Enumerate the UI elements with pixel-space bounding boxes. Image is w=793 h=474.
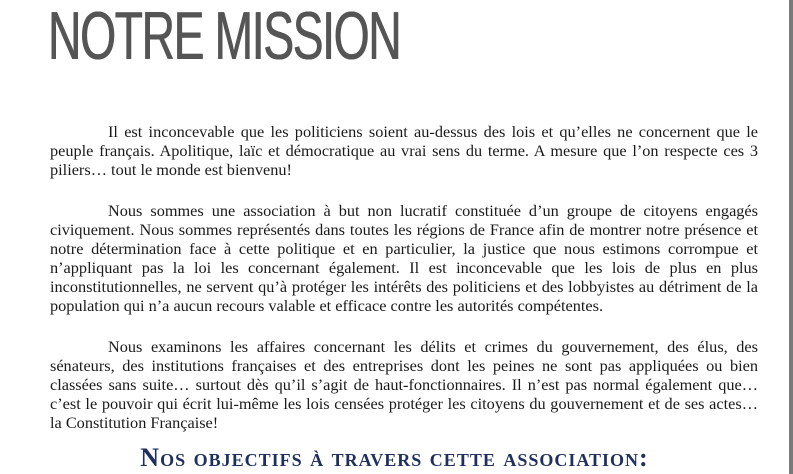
- objectives-heading: Nos objectifs à travers cette association:: [140, 443, 649, 472]
- mission-paragraph-2: Nous sommes une association à but non lucratif constituée d’un groupe de citoyens engagés civiquement. Nous sommes représentés dans toutes les régions de France afin de montrer notre présence et notre détermination face à cette politique et en particulier, la justice que nous estimons corrompue et n’appliquant pas la loi les concernant également. Il est inconcevable que les lois de plus en plus inconstitutionnelles, ne servent qu’à protéger les intérêts des politiciens et des lobbyistes au détriment de la population qui n’a aucun recours valable et efficace contre les autorités compétentes.: [50, 201, 758, 315]
- mission-paragraph-1: Il est inconcevable que les politiciens soient au-dessus des lois et qu’elles ne concernent que le peuple français. Apolitique, laïc et démocratique au vrai sens du terme. A mesure que l’on respecte ces 3 piliers… tout le monde est bienvenu!: [50, 122, 758, 179]
- page-title: NOTRE MISSION: [48, 0, 401, 74]
- mission-paragraph-3: Nous examinons les affaires concernant les délits et crimes du gouvernement, des élus, des sénateurs, des institutions françaises et des entreprises dont les peines ne sont pas appliquées ou bien classées sans suite… surtout dès qu’il s’agit de haut-fonctionnaires. Il n’est pas normal également que… c’est le pouvoir qui écrit lui-même les lois censées protéger les citoyens du gouvernement et de ses actes… la Constitution Française!: [50, 337, 758, 432]
